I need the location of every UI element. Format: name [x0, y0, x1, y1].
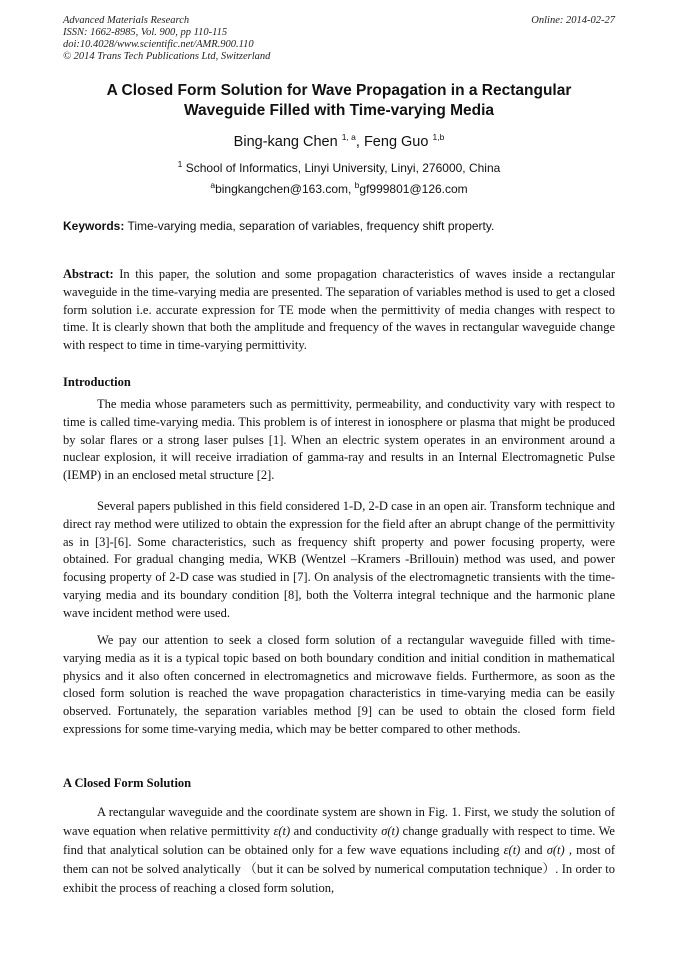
abstract — [63, 266, 615, 355]
keywords-label: Keywords: — [63, 219, 125, 233]
closed-form-text-a: A rectangular waveguide and the coordinate system are shown in Fig. 1. First, we study the solution of wave equation when relative permittivity — [63, 805, 615, 838]
author-2: Feng Guo — [363, 134, 429, 150]
affiliation-mark: 1 — [177, 159, 183, 169]
closed-form-heading: A Closed Form Solution — [63, 776, 192, 790]
doi-line: doi:10.4028/www.scientific.net/AMR.900.110 — [63, 39, 254, 50]
closed-form-text-b: and conductivity — [290, 824, 382, 838]
author-1: Bing-kang Chen — [233, 134, 338, 150]
online-date: Online: 2014-02-27 — [531, 15, 615, 26]
abstract-label: Abstract: — [63, 267, 114, 281]
closed-form-text-d: and — [520, 843, 547, 857]
conductivity-symbol-2: σ(t) — [546, 843, 565, 857]
introduction-heading: Introduction — [63, 375, 131, 389]
journal-name: Advanced Materials Research — [63, 15, 190, 26]
email-b-mark: b — [354, 180, 360, 190]
permittivity-symbol-2: ε(t) — [503, 843, 521, 857]
keywords — [63, 218, 615, 234]
intro-paragraph-1-block — [63, 396, 615, 485]
closed-form-paragraph — [63, 803, 615, 898]
author-1-affiliation-mark: 1, a — [341, 132, 356, 143]
email-a: bingkangchen@163.com, — [215, 182, 355, 196]
author-2-affiliation-mark: 1,b — [432, 132, 445, 143]
intro-paragraph-3: We pay our attention to seek a closed form solution of a rectangular waveguide filled with time-varying media as it is a typical topic based on both boundary condition and initial condition in mathematical physics and it also often concerned in electromagnetics and microwave fields. Furthermore, as soon as the closed form solution is reached the wave propagation characteristics in time-varying media can be easily observed. Fortunately, the separation variables method [9] can be used to obtain the closed form field expressions for some time-varying media, which may be better compared to other methods. — [63, 633, 615, 736]
affiliation-text: School of Informatics, Linyi University, Linyi, 276000, China — [182, 161, 501, 175]
email-a-mark: a — [210, 180, 216, 190]
keywords-text: Time-varying media, separation of variables, frequency shift property. — [124, 219, 495, 233]
abstract-text: In this paper, the solution and some propagation characteristics of waves inside a rectangular waveguide in the time-varying media are presented. The separation of variables method is used to get a closed form solution i.e. accurate expression for TE mode when the permittivity of media changes with respect to time. It is clearly shown that both the amplitude and frequency of the waves in rectangular waveguide change with respect to time in time-varying permittivity. — [63, 267, 615, 353]
closed-form-paragraph-block — [63, 803, 615, 898]
author-separator: , — [355, 134, 364, 150]
issn-line: ISSN: 1662-8985, Vol. 900, pp 110-115 — [63, 27, 228, 38]
closed-form-text-e: , most of them can not be solved analytically （but it can be solved by numerical computation technique）. In order to exhibit the process of reaching a closed form solution, — [63, 843, 615, 895]
intro-paragraph-1: The media whose parameters such as permittivity, permeability, and conductivity vary with respect to time is called time-varying media. This problem is of interest in ionosphere or plasma that might be produced by solar flares or a strong laser pulses [1]. When an electric system operates in an environment around a nuclear explosion, it will receive irradiation of gamma-ray and results in an Internal Electromagnetic Pulse (IEMP) in an enclosed metal structure [2]. — [63, 397, 615, 483]
permittivity-symbol: ε(t) — [273, 824, 291, 838]
email-b: gf999801@126.com — [359, 182, 468, 196]
author-list — [63, 133, 615, 151]
conductivity-symbol: σ(t) — [381, 824, 400, 838]
affiliation — [63, 160, 615, 176]
copyright-line: © 2014 Trans Tech Publications Ltd, Switzerland — [63, 51, 271, 62]
title-line-1: A Closed Form Solution for Wave Propagation in a Rectangular — [106, 82, 572, 99]
intro-paragraph-3-block — [63, 632, 615, 739]
abstract-paragraph — [63, 266, 615, 355]
journal-header — [63, 15, 270, 63]
intro-paragraph-2: Several papers published in this field considered 1-D, 2-D case in an open air. Transform technique and direct ray method were utilized to obtain the expression for the field after an abrupt change of the permittivity as in [3]-[6]. Some characteristics, such as frequency shift property and power focusing property, were obtained. For gradual changing media, WKB (Wentzel –Kramers -Brillouin) method was used, and power focusing property of 2-D case was studied in [7]. On analysis of the electromagnetic transients with the time-varying media and its boundary condition [8], both the Volterra integral technique and the harmonic plane wave incident method were used. — [63, 499, 615, 620]
paper-title — [63, 81, 615, 121]
intro-paragraph-2-block — [63, 498, 615, 623]
title-line-2: Waveguide Filled with Time-varying Media — [183, 102, 495, 119]
author-emails — [63, 181, 615, 197]
closed-form-text-c: change gradually with respect to time. We find that analytical solution can be obtained only for a few wave equations including — [63, 824, 615, 857]
